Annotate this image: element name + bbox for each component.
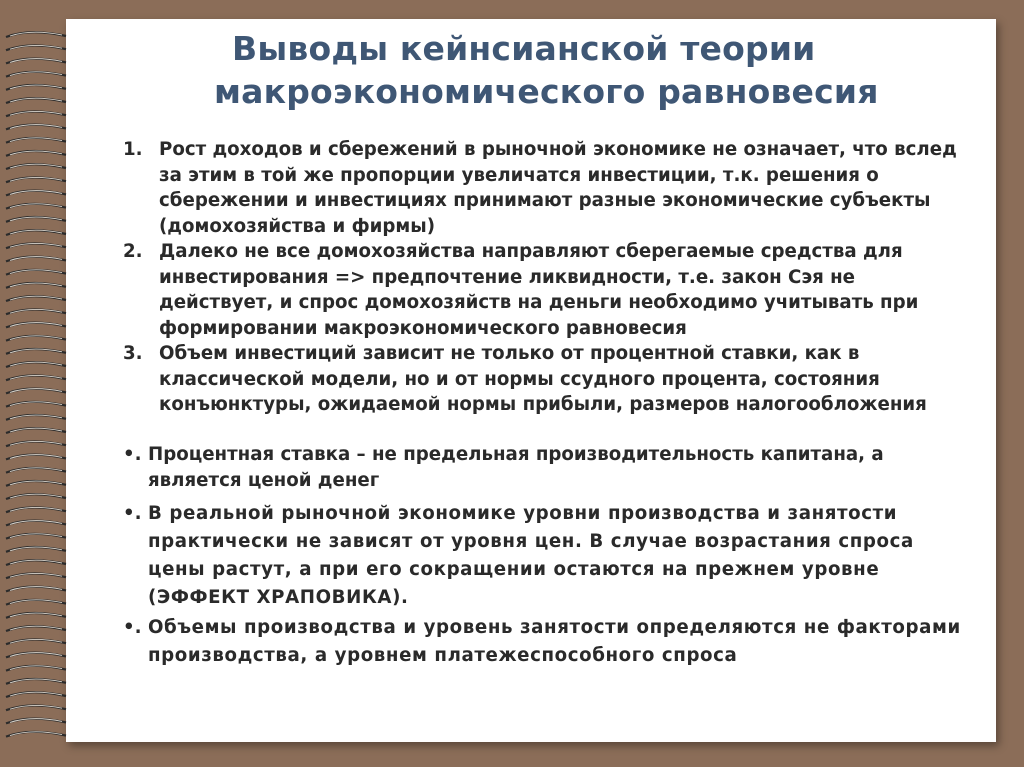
bullet-marker: •. <box>123 444 142 465</box>
slide-title-line-2: макроэкономического равновесия <box>214 72 879 111</box>
slide-title-line-1: Выводы кейнсианской теории <box>232 29 816 68</box>
bullet-text: Процентная ставка – не предельная производительность капитана, а является ценой денег <box>148 444 884 491</box>
bullet-text: Объемы производства и уровень занятости определяются не факторами производства, а уровнем платежеспособного спроса <box>148 617 961 666</box>
item-number: 3. <box>123 343 143 364</box>
item-number: 2. <box>123 241 143 262</box>
numbered-item-3 <box>123 341 973 418</box>
item-text: Далеко не все домохозяйства направляют сберегаемые средства для инвестирования => предпочтение ликвидности, т.е. закон Сэя не действует, и спрос домохозяйств на деньги необходимо учитывать при формировании макроэкономического равновесия <box>159 241 919 339</box>
item-text: Объем инвестиций зависит не только от процентной ставки, как в классической модели, но и от нормы ссудного процента, состояния конъюнктуры, ожидаемой нормы прибыли, размеров налогообложения <box>159 343 927 415</box>
bullet-item-3 <box>123 614 973 670</box>
bullet-marker: •. <box>123 617 142 638</box>
numbered-item-2 <box>123 239 973 341</box>
spiral-binding <box>0 0 80 767</box>
bullet-text: В реальной рыночной экономике уровни производства и занятости практически не зависят от уровня цен. В случае возрастания спроса цены растут, а при его сокращении остаются на прежнем уровне (ЭФФЕКТ ХРАПОВИКА). <box>148 503 914 608</box>
bullet-item-2 <box>123 500 973 612</box>
bullet-item-1 <box>123 442 973 493</box>
bullet-marker: •. <box>123 503 142 524</box>
numbered-item-1 <box>123 137 973 239</box>
item-number: 1. <box>123 139 143 160</box>
item-text: Рост доходов и сбережений в рыночной экономике не означает, что вслед за этим в той же пропорции увеличатся инвестиции, т.к. решения о сбережении и инвестициях принимают разные экономические субъекты (домохозяйства и фирмы) <box>159 139 957 237</box>
